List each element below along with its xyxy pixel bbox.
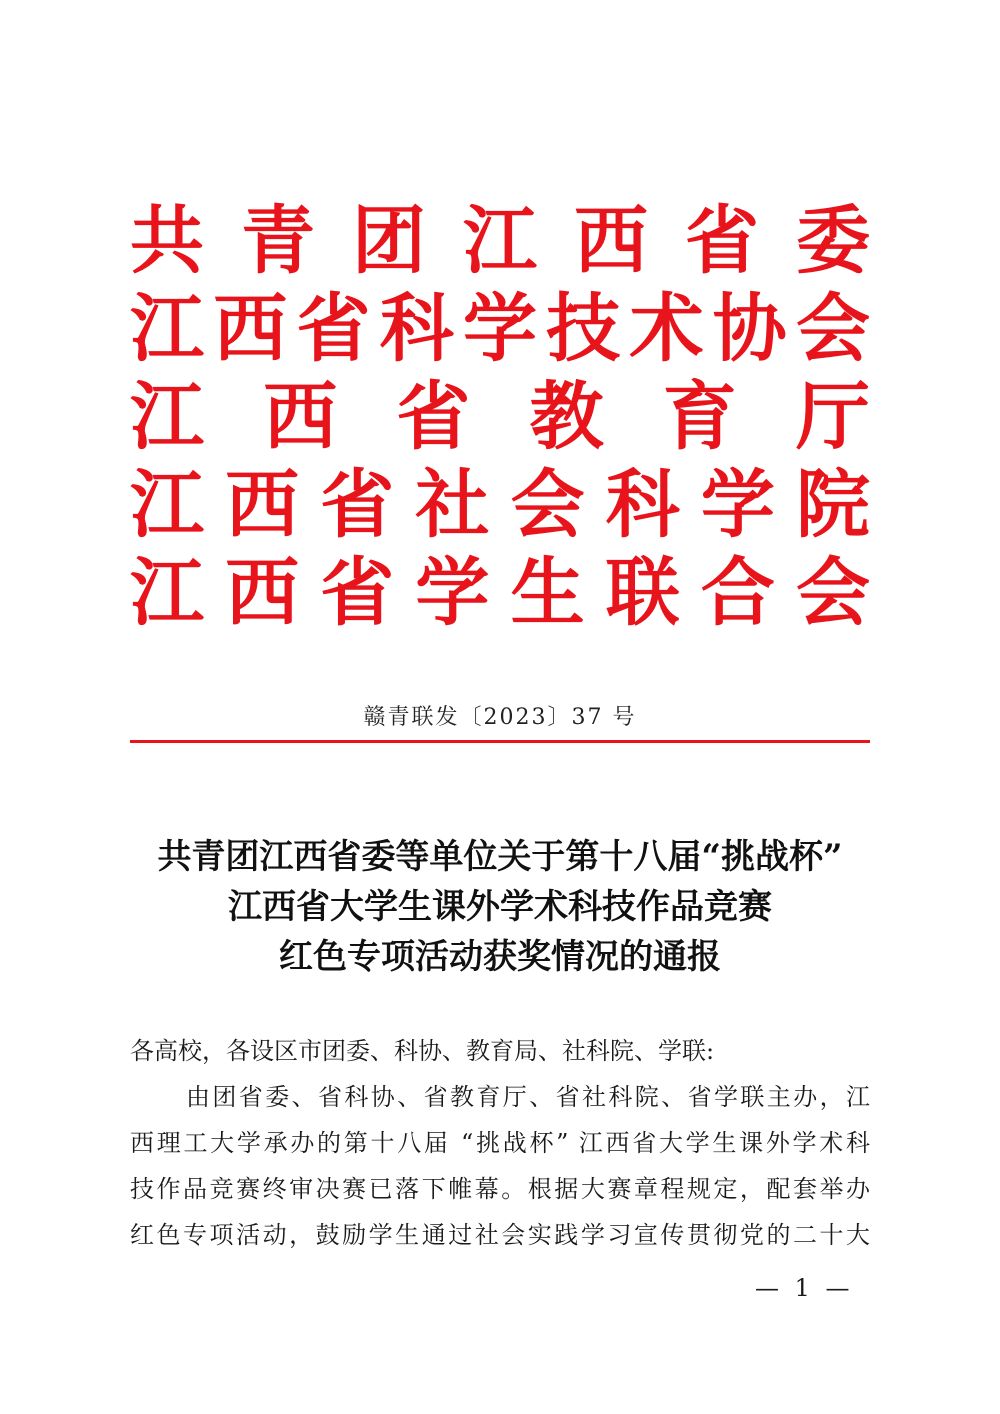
header-char: 省 [320, 462, 395, 548]
header-char: 社 [415, 462, 490, 548]
document-number: 赣青联发〔2023〕37 号 [363, 705, 637, 730]
header-char: 科 [379, 286, 454, 372]
header-char: 教 [529, 374, 604, 460]
header-char: 江 [463, 198, 537, 284]
header-line-2 [130, 286, 870, 372]
header-char: 青 [241, 198, 315, 284]
header-char: 院 [795, 462, 870, 548]
header-char: 省 [296, 286, 371, 372]
document-title-line-1: 共青团江西省委等单位关于第十八届“挑战杯” [157, 837, 843, 877]
header-char: 西 [574, 198, 648, 284]
header-char: 省 [685, 198, 759, 284]
header-char: 江 [130, 550, 204, 636]
header-char: 育 [662, 374, 737, 460]
header-char: 西 [263, 374, 338, 460]
header-char: 江 [130, 374, 204, 460]
header-line-3 [130, 374, 870, 460]
header-char: 共 [130, 198, 204, 284]
header-char: 委 [796, 198, 870, 284]
salutation: 各高校，各设区市团委、科协、教育局、社科院、学联: [130, 1037, 715, 1065]
header-char: 厅 [795, 374, 870, 460]
paragraph-line-4: 红色专项活动，鼓励学生通过社会实践学习宣传贯彻党的二十大 [130, 1221, 870, 1249]
header-char: 省 [320, 550, 395, 636]
header-line-4 [130, 462, 870, 548]
page-number: — 1 — [755, 1274, 854, 1302]
header-char: 学 [700, 462, 775, 548]
document-title-line-3: 红色专项活动获奖情况的通报 [279, 937, 721, 977]
header-char: 西 [225, 550, 300, 636]
header-char: 团 [352, 198, 426, 284]
document-title-line-2: 江西省大学生课外学术科技作品竞赛 [228, 887, 772, 927]
red-separator-line [130, 740, 870, 743]
header-char: 联 [605, 550, 680, 636]
header-char: 术 [629, 286, 704, 372]
header-char: 科 [605, 462, 680, 548]
header-char: 会 [795, 550, 870, 636]
header-char: 西 [225, 462, 300, 548]
header-char: 技 [546, 286, 621, 372]
header-char: 会 [796, 286, 870, 372]
header-char: 生 [510, 550, 585, 636]
header-char: 会 [510, 462, 585, 548]
paragraph-line-2: 西理工大学承办的第十八届 “挑战杯” 江西省大学生课外学术科 [130, 1129, 870, 1157]
header-char: 合 [700, 550, 775, 636]
header-line-1 [130, 198, 870, 284]
header-char: 西 [213, 286, 288, 372]
paragraph-line-1: 由团省委、省科协、省教育厅、省社科院、省学联主办，江 [186, 1083, 870, 1111]
header-char: 江 [130, 286, 204, 372]
header-char: 协 [712, 286, 787, 372]
paragraph-line-3: 技作品竞赛终审决赛已落下帷幕。根据大赛章程规定，配套举办 [130, 1175, 870, 1203]
header-char: 省 [396, 374, 471, 460]
header-line-5 [130, 550, 870, 636]
header-char: 学 [415, 550, 490, 636]
header-char: 学 [463, 286, 537, 372]
header-char: 江 [130, 462, 204, 548]
